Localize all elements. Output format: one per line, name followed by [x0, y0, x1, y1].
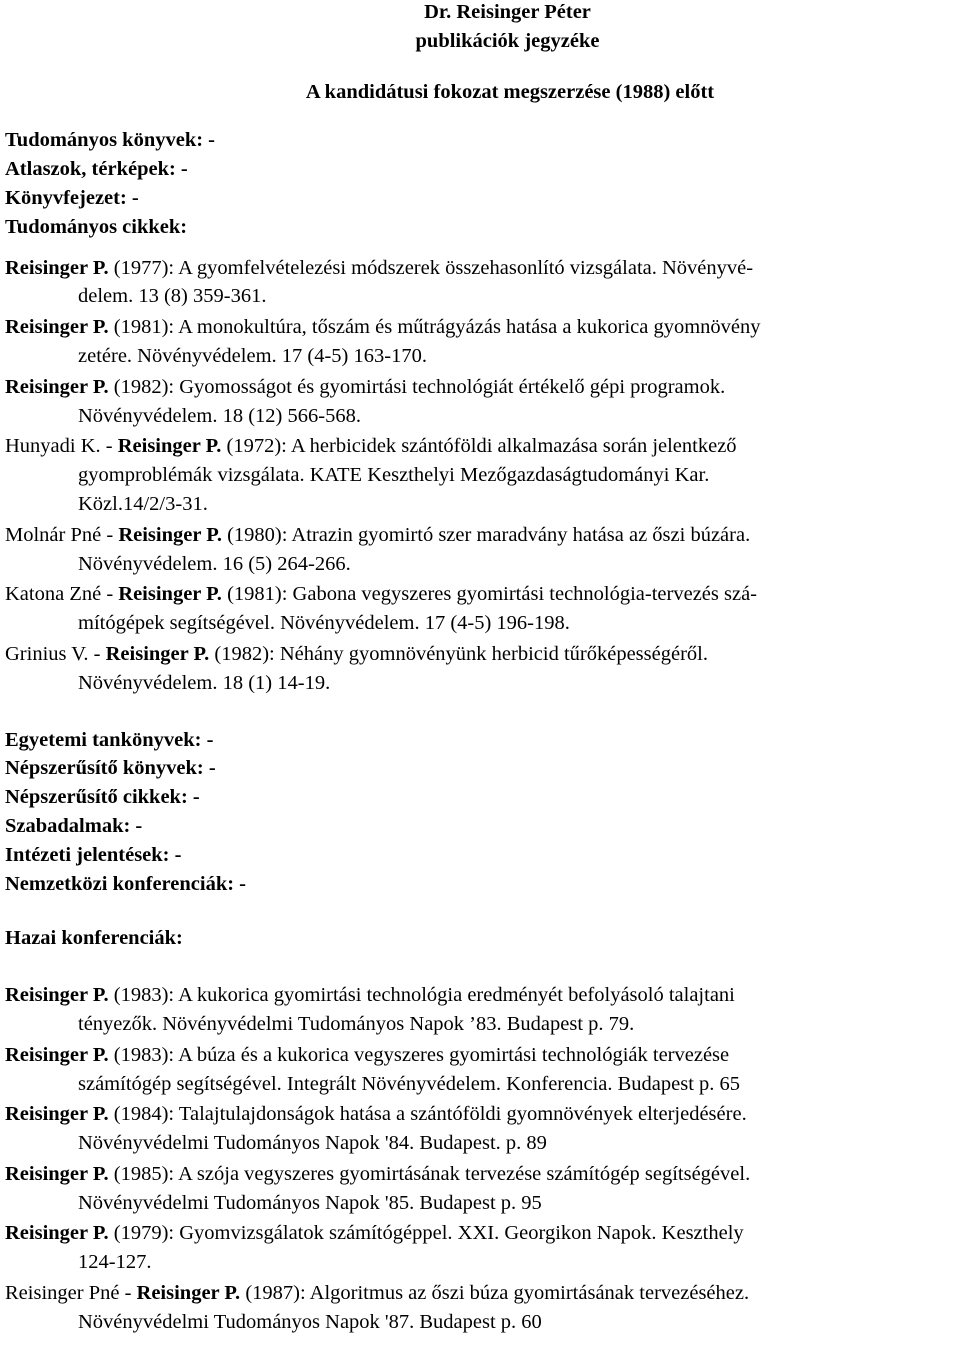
- document-page: [5, 0, 955, 1339]
- entry-text-line-1: (1983): A búza és a kukorica vegyszeres gyomirtási technológiák tervezése: [108, 1043, 730, 1066]
- entry-author: Reisinger P.: [5, 316, 109, 339]
- entry-first-line: [5, 984, 735, 1006]
- publication-entry: [5, 640, 955, 698]
- section-heading: Tudományos könyvek: -: [5, 129, 216, 152]
- entry-author: Reisinger P.: [136, 1282, 241, 1305]
- section-heading: Szabadalmak: -: [5, 814, 143, 837]
- conferences-list: [5, 981, 955, 1337]
- entry-author: Reisinger P.: [5, 1162, 109, 1185]
- entry-author: Reisinger P.: [5, 1103, 109, 1126]
- entry-author: Reisinger P.: [5, 375, 109, 398]
- section-heading: Intézeti jelentések: -: [5, 843, 182, 866]
- entry-text-line-1: (1982): Gyomosságot és gyomirtási technológiát értékelő gépi programok.: [108, 375, 726, 398]
- hazai-heading: Hazai konferenciák:: [5, 927, 183, 950]
- entry-author: Reisinger P.: [5, 256, 109, 279]
- entry-author: Reisinger P.: [105, 642, 210, 665]
- section-heading: Könyvfejezet: -: [5, 186, 139, 209]
- entry-text-line-1: (1972): A herbicidek szántóföldi alkalmazása során jelentkező: [221, 435, 737, 458]
- entry-coauthor: Reisinger Pné -: [5, 1282, 137, 1305]
- publication-entry: [5, 1160, 955, 1218]
- entry-text-line-1: (1981): A monokultúra, tőszám és műtrágyázás hatása a kukorica gyomnövény: [108, 316, 761, 339]
- entry-text-line-1: (1977): A gyomfelvételezési módszerek összehasonlító vizsgálata. Növényvé-: [108, 256, 754, 279]
- top-sections: [5, 126, 955, 241]
- entry-text-line-2: tényezők. Növényvédelmi Tudományos Napok ’83. Budapest p. 79.: [78, 1012, 635, 1035]
- entry-coauthor: Hunyadi K. -: [5, 435, 118, 458]
- entry-author: Reisinger P.: [118, 523, 222, 546]
- publication-entry: [5, 432, 955, 518]
- entry-author: Reisinger P.: [118, 583, 222, 606]
- entry-text-line-1: (1982): Néhány gyomnövényünk herbicid tűrőképességéről.: [209, 642, 708, 665]
- publication-entry: [5, 521, 955, 579]
- entry-author: Reisinger P.: [5, 1222, 109, 1245]
- entry-first-line: [5, 643, 708, 665]
- section-heading: Atlaszok, térképek: -: [5, 158, 188, 181]
- entry-text-line-2: Növényvédelmi Tudományos Napok '87. Budapest p. 60: [78, 1310, 542, 1333]
- entry-first-line: [5, 524, 750, 546]
- entry-text-line-2: Növényvédelem. 18 (12) 566-568.: [78, 404, 361, 427]
- entry-text-line-1: (1987): Algoritmus az őszi búza gyomirtásának tervezéséhez.: [240, 1282, 750, 1305]
- section-heading: Nemzetközi konferenciák: -: [5, 872, 247, 895]
- entry-text-line-2: zetére. Növényvédelem. 17 (4-5) 163-170.: [78, 344, 427, 367]
- entry-first-line: [5, 1282, 749, 1304]
- section-heading: Egyetemi tankönyvek: -: [5, 728, 214, 751]
- entry-first-line: [5, 435, 737, 457]
- entry-first-line: [5, 1163, 750, 1185]
- entry-text-line-1: (1985): A szója vegyszeres gyomirtásának tervezése számítógép segítségével.: [108, 1162, 751, 1185]
- entry-text-line-2: 124-127.: [78, 1251, 152, 1274]
- entry-author: Reisinger P.: [117, 435, 222, 458]
- mid-sections: [5, 726, 955, 899]
- entry-text-line-1: (1981): Gabona vegyszeres gyomirtási technológia-tervezés szá-: [221, 583, 758, 606]
- publication-entry: [5, 373, 955, 431]
- entry-text-line-1: (1980): Atrazin gyomirtó szer maradvány hatása az őszi búzára.: [221, 523, 751, 546]
- entry-text-line-3: Közl.14/2/3-31.: [78, 492, 208, 515]
- entry-first-line: [5, 583, 757, 605]
- entry-text-line-2: Növényvédelem. 18 (1) 14-19.: [78, 671, 331, 694]
- entry-text-line-2: számítógép segítségével. Integrált Növényvédelem. Konferencia. Budapest p. 65: [78, 1072, 741, 1095]
- publication-entry: [5, 580, 955, 638]
- entry-first-line: [5, 376, 725, 398]
- section-heading: Népszerűsítő cikkek: -: [5, 786, 200, 809]
- section-heading: Tudományos cikkek:: [5, 215, 188, 238]
- entry-first-line: [5, 1103, 747, 1125]
- entry-text-line-2: gyomproblémák vizsgálata. KATE Keszthelyi Mezőgazdaságtudományi Kar.: [78, 464, 710, 487]
- section-heading: Népszerűsítő könyvek: -: [5, 757, 216, 780]
- entry-text-line-2: Növényvédelem. 16 (5) 264-266.: [78, 552, 351, 575]
- articles-list: [5, 254, 955, 698]
- publication-entry: [5, 313, 955, 371]
- publication-entry: [5, 1041, 955, 1099]
- title-line-2: publikációk jegyzéke: [415, 29, 600, 52]
- publication-entry: [5, 1279, 955, 1337]
- publication-entry: [5, 1219, 955, 1277]
- entry-first-line: [5, 316, 761, 338]
- entry-first-line: [5, 257, 753, 279]
- publication-entry: [5, 981, 955, 1039]
- entry-first-line: [5, 1222, 744, 1244]
- entry-text-line-1: (1983): A kukorica gyomirtási technológia eredményét befolyásoló talajtani: [108, 984, 735, 1007]
- entry-text-line-2: mítógépek segítségével. Növényvédelem. 17 (4-5) 196-198.: [78, 612, 570, 635]
- document-title: [5, 0, 955, 56]
- publication-entry: [5, 254, 955, 312]
- entry-author: Reisinger P.: [5, 984, 109, 1007]
- entry-coauthor: Grinius V. -: [5, 642, 106, 665]
- entry-text-line-1: (1984): Talajtulajdonságok hatása a szántóföldi gyomnövények elterjedésére.: [108, 1103, 747, 1126]
- document-subtitle: A kandidátusi fokozat megszerzése (1988) előtt: [305, 80, 715, 103]
- entry-author: Reisinger P.: [5, 1043, 109, 1066]
- publication-entry: [5, 1100, 955, 1158]
- entry-coauthor: Katona Zné -: [5, 583, 119, 606]
- entry-text-line-2: delem. 13 (8) 359-361.: [78, 285, 267, 308]
- entry-text-line-2: Növényvédelmi Tudományos Napok '84. Budapest. p. 89: [78, 1132, 547, 1155]
- title-line-1: Dr. Reisinger Péter: [424, 1, 591, 23]
- entry-text-line-2: Növényvédelmi Tudományos Napok '85. Budapest p. 95: [78, 1191, 542, 1214]
- entry-coauthor: Molnár Pné -: [5, 523, 119, 546]
- entry-first-line: [5, 1044, 729, 1066]
- entry-text-line-1: (1979): Gyomvizsgálatok számítógéppel. XXI. Georgikon Napok. Keszthely: [108, 1222, 744, 1245]
